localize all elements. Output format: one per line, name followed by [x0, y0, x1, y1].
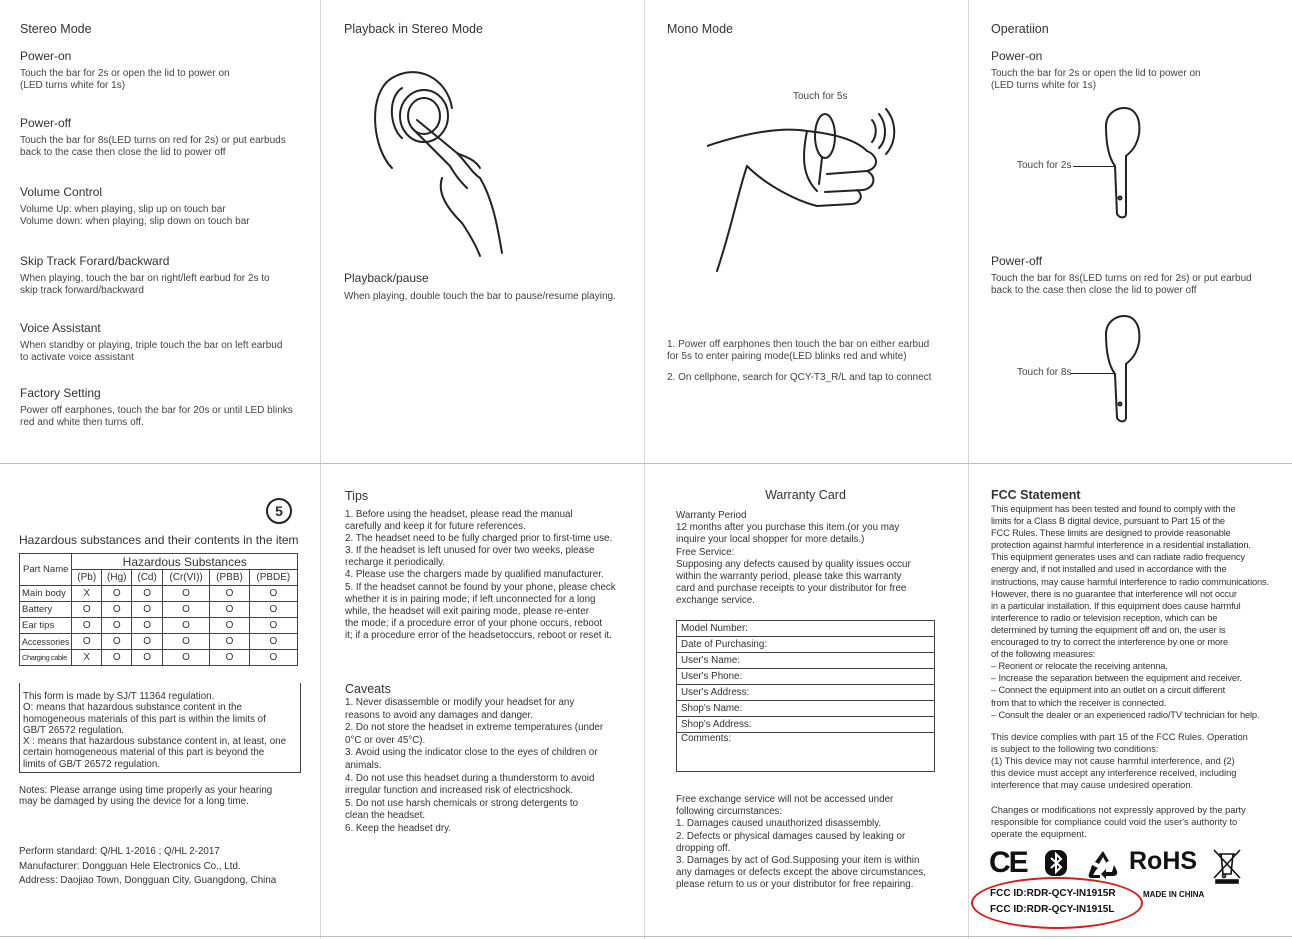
earbud-icon [1091, 314, 1141, 424]
table-row [20, 634, 298, 650]
fcc-body: This equipment has been tested and found to comply with the limits for a Class B digital device, pursuant to Part 15 of the FCC Rules. These limits are designed to provide reasonable protection against harmful interference in a residential installation. This equipment generates uses and can radiate radio frequency energy and, if not installed and used in accordance with the instructions, may cause harmful interference to radio communications. However, there is no guarantee that interference will not occur in a particular installation. If this equipment does cause harmful interference to radio or television reception, which can be determined by turning the equipment off and on, the user is encouraged to try to correct the interference by one or more of the following measures: – Reorient or relocate the receiving antenna. – Increase the separation between the equipment and receiver. – Connect the equipment into an outlet on a circuit different from that to which the receiver is connected. – Consult the dealer or an experienced radio/TV technician for help. [991, 504, 1269, 720]
fcc-changes: Changes or modifications not expressly approved by the party responsible for compliance could void the user's authority to operate the equipment. [991, 805, 1246, 840]
step-2: 2. On cellphone, search for QCY-T3_R/L and tap to connect [667, 372, 932, 383]
form-field[interactable]: Shop's Address: [677, 717, 935, 733]
manufacturer-info: Perform standard: Q/HL 1-2016 ; Q/HL 2-2017 Manufacturer: Dongguan Hele Electronics Co., Ltd. Address: Daojiao Town, Dongguan City, Guangdong, China [19, 846, 277, 886]
section-heading: Power-off [991, 254, 1043, 268]
column-header: (Cr(VI)) [162, 570, 210, 586]
table-cell: O [102, 586, 132, 602]
panel-title: FCC Statement [991, 488, 1081, 502]
pointer-line [1073, 166, 1115, 167]
column-header: (Hg) [102, 570, 132, 586]
column-header: Hazardous Substances [72, 554, 298, 570]
section-text: When playing, double touch the bar to pause/resume playing. [344, 291, 616, 302]
table-cell: O [72, 618, 102, 634]
column-header: (Cd) [132, 570, 162, 586]
fcc-id-left: FCC ID:RDR-QCY-IN1915L [990, 904, 1115, 915]
table-cell: O [162, 602, 210, 618]
earbud-icon [1091, 106, 1141, 221]
table-cell: O [72, 634, 102, 650]
form-field[interactable]: Comments: [677, 733, 935, 772]
form-field[interactable]: User's Address: [677, 685, 935, 701]
table-cell: O [210, 602, 249, 618]
column-header: Part Name [20, 554, 72, 586]
table-cell: Charging cable [20, 650, 72, 666]
section-heading: Factory Setting [20, 386, 101, 400]
usage-notes: Notes: Please arrange using time properly as your hearing may be damaged by using the device for a long time. [19, 785, 273, 808]
section-heading: Power-on [20, 49, 72, 63]
column-header: (PBDE) [249, 570, 297, 586]
table-cell: O [132, 650, 162, 666]
touch-label: Touch for 8s [1017, 367, 1072, 378]
hazard-table [19, 553, 298, 666]
table-cell: O [132, 618, 162, 634]
table-row [20, 650, 298, 666]
table-cell: X [72, 650, 102, 666]
table-cell: O [72, 602, 102, 618]
form-field[interactable]: Model Number: [677, 621, 935, 637]
operation-panel [991, 22, 1281, 452]
hand-earbud-illustration [707, 106, 897, 276]
column-header: (PBB) [210, 570, 249, 586]
table-cell: O [102, 602, 132, 618]
rohs-mark: RoHS [1129, 847, 1198, 875]
divider [0, 936, 1292, 937]
panel-title: Playback in Stereo Mode [344, 22, 483, 36]
section-heading: Volume Control [20, 185, 103, 199]
table-cell: O [102, 618, 132, 634]
section-text: Volume Up: when playing, slip up on touch bar Volume down: when playing, slip down on touch bar [20, 204, 250, 227]
section-text: When playing, touch the bar on right/left earbud for 2s to skip track forward/backward [20, 273, 270, 296]
mono-mode-panel [667, 22, 957, 452]
divider [644, 0, 645, 939]
divider [968, 0, 969, 939]
recycle-period-badge [266, 498, 292, 524]
pointer-line [1071, 373, 1115, 374]
section-text: Power off earphones, touch the bar for 20s or until LED blinks red and white then turns off. [20, 405, 293, 428]
caveats-title: Caveats [345, 682, 391, 696]
table-cell: O [249, 602, 297, 618]
tips-panel [345, 489, 635, 929]
panel-title: Warranty Card [765, 488, 846, 502]
panel-title: Operatiion [991, 22, 1049, 36]
table-cell: O [249, 634, 297, 650]
table-cell: O [132, 634, 162, 650]
table-cell: O [162, 634, 210, 650]
table-cell: O [162, 650, 210, 666]
table-cell: O [249, 586, 297, 602]
table-cell: O [162, 618, 210, 634]
section-heading: Voice Assistant [20, 321, 101, 335]
section-text: Touch the bar for 2s or open the lid to power on (LED turns white for 1s) [991, 68, 1201, 91]
fcc-panel [991, 488, 1281, 934]
table-cell: Battery [20, 602, 72, 618]
touch-label: Touch for 2s [1017, 160, 1072, 171]
section-text: Touch the bar for 2s or open the lid to power on (LED turns white for 1s) [20, 68, 230, 91]
table-cell: O [210, 634, 249, 650]
warranty-intro: Warranty Period 12 months after you purchase this item.(or you may inquire your local shopper for more details.) Free Service: Supposing any defects caused by quality issues occur within the warranty period, please take this warranty card and purchase receipts to your distributor for free exchange service. [676, 510, 911, 607]
weee-bin-icon [1212, 848, 1242, 884]
table-cell: O [210, 650, 249, 666]
hazard-panel [19, 476, 309, 896]
fcc-part15: This device complies with part 15 of the FCC Rules. Operation is subject to the following two conditions: (1) This device may not cause harmful interference, and (2) this device must accept any interference received, including interference that may cause undesired operation. [991, 732, 1248, 791]
caveats-list: 1. Never disassemble or modify your headset for any reasons to avoid any damages and danger. 2. Do not store the headset in extreme temperatures (under 0°C or over 45°C). 3. Avoid using the indicator close to the eyes of children or animals. 4. Do not use this headset during a thunderstorm to avoid irregular function and increased risk of electricshock. 5. Do not use harsh chemicals or strong detergents to clean the headset. 6. Keep the headset dry. [345, 697, 604, 834]
table-cell: O [132, 602, 162, 618]
form-field[interactable]: User's Name: [677, 653, 935, 669]
section-text: Touch the bar for 8s(LED turns on red for 2s) or put earbuds back to the case then close the lid to power off [20, 135, 286, 158]
table-cell: O [162, 586, 210, 602]
table-cell: O [210, 586, 249, 602]
divider [320, 0, 321, 939]
table-cell: O [210, 618, 249, 634]
table-note: This form is made by SJ/T 11364 regulation. O: means that hazardous substance content in the homogeneous materials of this part is within the limits of GB/T 26572 regulation. X : means that hazardous substance content in, at least, one certain homogeneous material of this part is beyond the limits of GB/T 26572 regulation. [19, 683, 301, 773]
table-cell: O [249, 650, 297, 666]
table-cell: O [102, 650, 132, 666]
warranty-exclusions: Free exchange service will not be accessed under following circumstances: 1. Damages caused unauthorized disassembly. 2. Defects or physical damages caused by leaking or dropping off. 3. Damages by act of God.Supposing your item is within any damages or defects except the above circumstances, please return to us or your distributor for free repairing. [676, 794, 926, 891]
form-field[interactable]: Date of Purchasing: [677, 637, 935, 653]
warranty-panel [676, 488, 946, 928]
section-heading: Power-off [20, 116, 72, 130]
form-field[interactable]: Shop's Name: [677, 701, 935, 717]
panel-title: Tips [345, 489, 369, 503]
touch-label: Touch for 5s [793, 91, 848, 102]
form-field[interactable]: User's Phone: [677, 669, 935, 685]
panel-title: Mono Mode [667, 22, 734, 36]
table-cell: X [72, 586, 102, 602]
table-cell: Accessories [20, 634, 72, 650]
ear-touch-illustration [362, 58, 522, 258]
table-cell: Main body [20, 586, 72, 602]
panel-title: Stereo Mode [20, 22, 92, 36]
table-cell: Ear tips [20, 618, 72, 634]
playback-panel [344, 22, 634, 452]
divider [0, 463, 1292, 464]
table-row [20, 602, 298, 618]
table-cell: O [102, 634, 132, 650]
section-text: Touch the bar for 8s(LED turns on red for 2s) or put earbud back to the case then close the lid to power off [991, 273, 1252, 296]
step-1: 1. Power off earphones then touch the bar on either earbud for 5s to enter pairing mode(LED blinks red and white) [667, 339, 930, 362]
section-heading: Playback/pause [344, 271, 429, 285]
table-cell: O [249, 618, 297, 634]
highlight-ellipse [971, 877, 1143, 929]
table-row [20, 586, 298, 602]
stereo-mode-panel [20, 22, 310, 428]
section-heading: Skip Track Forard/backward [20, 254, 170, 268]
badge-number: 5 [275, 503, 283, 519]
made-in-label: MADE IN CHINA [1143, 890, 1205, 899]
table-title: Hazardous substances and their contents in the item [19, 533, 299, 547]
recycle-icon [1087, 849, 1119, 879]
section-text: When standby or playing, triple touch the bar on left earbud to activate voice assistant [20, 340, 283, 363]
column-header: (Pb) [72, 570, 102, 586]
warranty-form [676, 620, 935, 772]
section-heading: Power-on [991, 49, 1043, 63]
bluetooth-icon [1043, 849, 1071, 877]
tips-list: 1. Before using the headset, please read the manual carefully and keep it for future references. 2. The headset need to be fully charged prior to first-time use. 3. If the headset is left unused for over two weeks, please recharge it periodically. 4. Please use the chargers made by qualified manufacturer. 5. If the headset cannot be found by your phone, please check whether it is in pairing mode; if left unconnected for a long while, the headset will exit pairing mode, please re-enter the mode; if a procedure error of your phone occurs, reboot it; if a procedure error of the headsetoccurs, reboot or reset it. [345, 509, 616, 641]
fcc-id-right: FCC ID:RDR-QCY-IN1915R [990, 888, 1116, 899]
table-cell: O [132, 586, 162, 602]
table-row [20, 618, 298, 634]
ce-mark: CE [989, 846, 1027, 879]
